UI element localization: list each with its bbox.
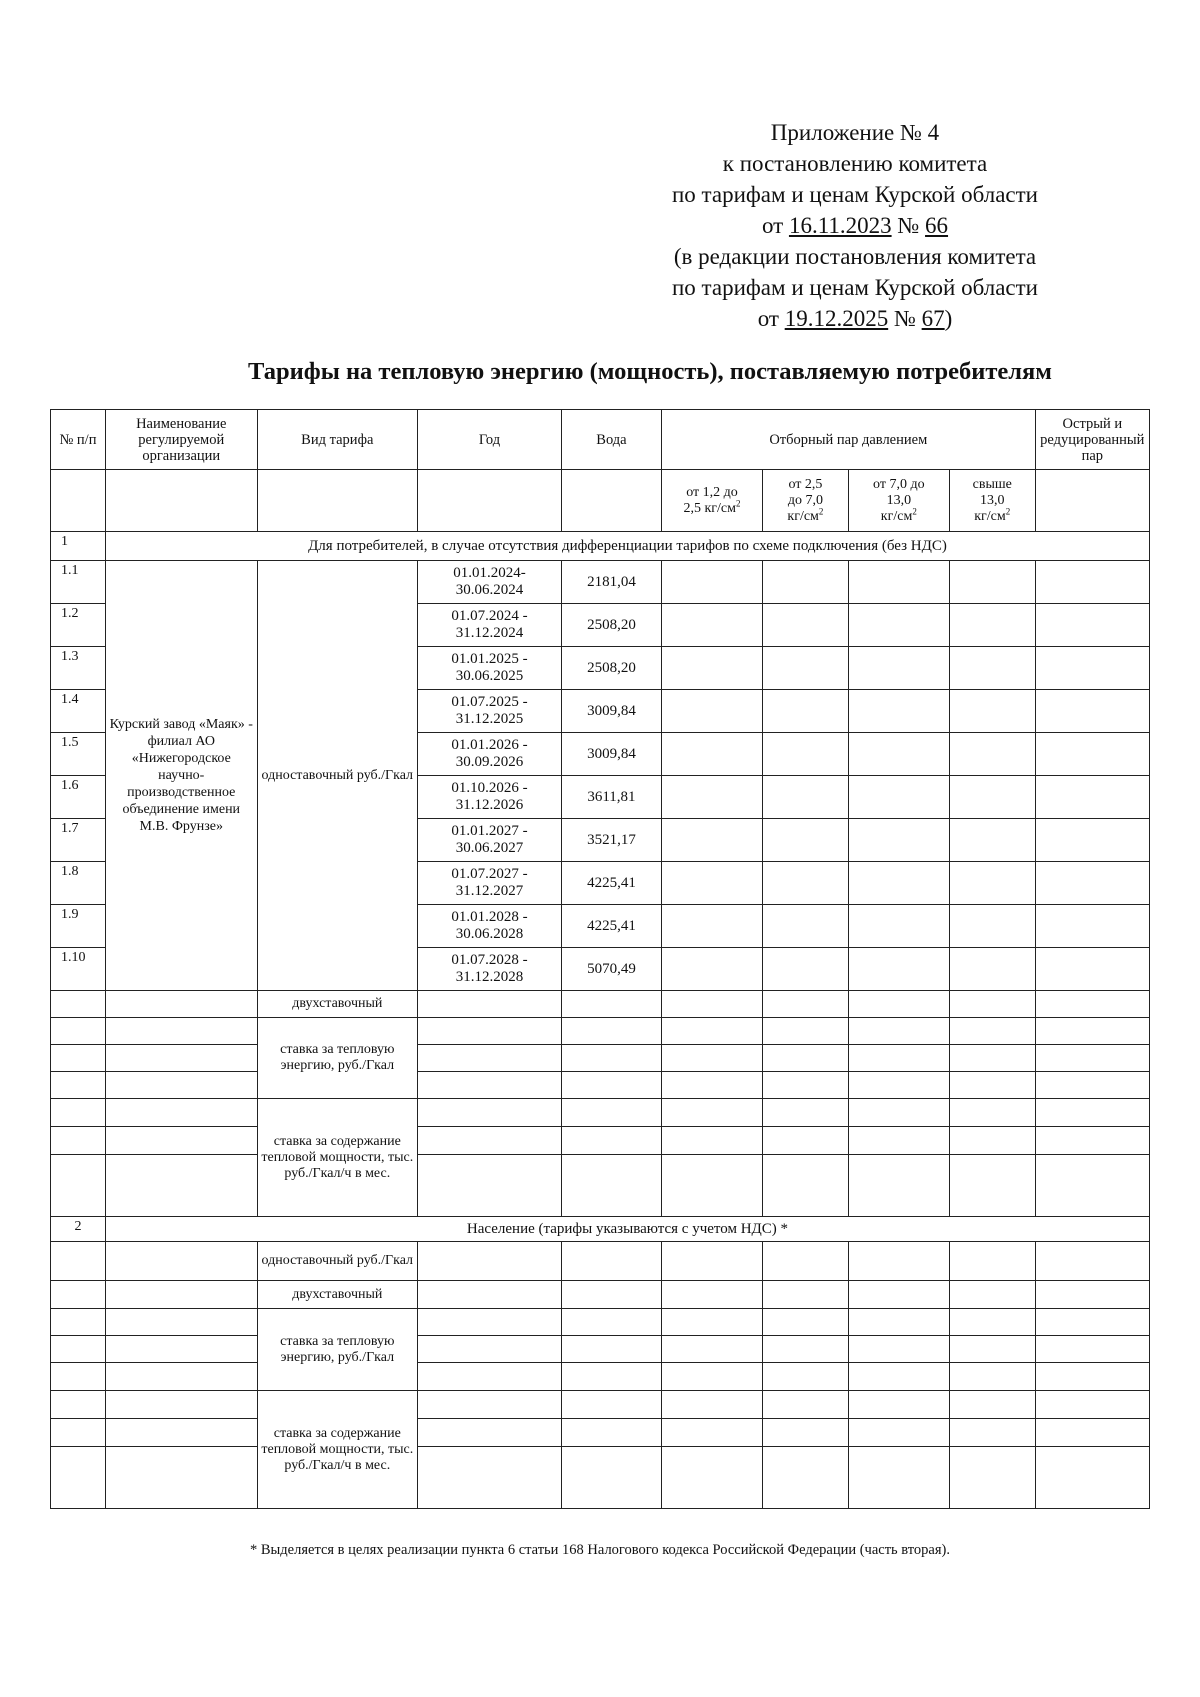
tariff-type-single: одноставочный руб./Гкал — [257, 1242, 417, 1281]
table-row: 1.1 Курский завод «Маяк» - филиал АО «Нижегородское научно-производственное объединение имени М.В. Фрунзе» одноставочный руб./Гкал 01.01.2024- 30.06.2024 2181,04 — [51, 561, 1150, 604]
period: 01.07.2024 - 31.12.2024 — [418, 604, 562, 647]
header-year: Год — [418, 410, 562, 470]
period: 01.01.2028 - 30.06.2028 — [418, 905, 562, 948]
table-row: 1.6 01.10.2026 - 31.12.2026 3611,81 — [51, 776, 1150, 819]
section-title: Для потребителей, в случае отсутствия дифференциации тарифов по схеме подключения (без НДС) — [105, 532, 1149, 561]
table-row — [51, 1242, 1150, 1281]
table-row — [51, 991, 1150, 1018]
header-tariff-type: Вид тарифа — [257, 410, 417, 470]
table-row — [51, 1363, 1150, 1391]
table-header-row — [51, 410, 1150, 470]
section-number: 2 — [51, 1217, 106, 1242]
rate-capacity: ставка за содержание тепловой мощности, тыс. руб./Гкал/ч в мес. — [257, 1099, 417, 1217]
table-row: 1.4 01.07.2025 - 31.12.2025 3009,84 — [51, 690, 1150, 733]
water-tariff: 4225,41 — [561, 862, 661, 905]
water-tariff: 2508,20 — [561, 604, 661, 647]
organization-name: Курский завод «Маяк» - филиал АО «Нижегородское научно-производственное объединение имени М.В. Фрунзе» — [105, 561, 257, 991]
water-tariff: 4225,41 — [561, 905, 661, 948]
period: 01.10.2026 - 31.12.2026 — [418, 776, 562, 819]
table-row: 1.10 01.07.2028 - 31.12.2028 5070,49 — [51, 948, 1150, 991]
table-row — [51, 1281, 1150, 1309]
tariff-type-two-part: двухставочный — [257, 991, 417, 1018]
period: 01.07.2027 - 31.12.2027 — [418, 862, 562, 905]
section-title: Население (тарифы указываются с учетом НДС) * — [105, 1217, 1149, 1242]
appendix-amending-decree: от 19.12.2025 № 67) — [757, 306, 953, 331]
table-row — [51, 1391, 1150, 1419]
water-tariff: 3521,17 — [561, 819, 661, 862]
header-number: № п/п — [51, 410, 106, 470]
table-row: 1.3 01.01.2025 - 30.06.2025 2508,20 — [51, 647, 1150, 690]
decree-date: 16.11.2023 — [788, 213, 892, 238]
water-tariff: 2508,20 — [561, 647, 661, 690]
period: 01.01.2026 - 30.09.2026 — [418, 733, 562, 776]
period: 01.01.2024- 30.06.2024 — [418, 561, 562, 604]
table-row: 1.8 01.07.2027 - 31.12.2027 4225,41 — [51, 862, 1150, 905]
table-row — [51, 1447, 1150, 1509]
section-number: 1 — [51, 532, 106, 561]
decree-number: 66 — [925, 213, 949, 238]
header-sharp-steam: Острый и редуцированный пар — [1035, 410, 1149, 470]
period: 01.07.2028 - 31.12.2028 — [418, 948, 562, 991]
water-tariff: 5070,49 — [561, 948, 661, 991]
table-row: 1.9 01.01.2028 - 30.06.2028 4225,41 — [51, 905, 1150, 948]
table-row — [51, 1018, 1150, 1045]
table-row: 1.7 01.01.2027 - 30.06.2027 3521,17 — [51, 819, 1150, 862]
water-tariff: 3009,84 — [561, 733, 661, 776]
header-steam-7-0-13-0: от 7,0 до 13,0 $кг/см^2$ — [848, 470, 949, 532]
section-row — [51, 532, 1150, 561]
document-title: Тарифы на тепловую энергию (мощность), поставляемую потребителям — [248, 358, 1052, 385]
rate-capacity: ставка за содержание тепловой мощности, тыс. руб./Гкал/ч в мес. — [257, 1391, 417, 1509]
appendix-ref-line: (в редакции постановления комитета — [673, 244, 1037, 269]
table-row — [51, 1419, 1150, 1447]
header-extraction-steam: Отборный пар давлением — [661, 410, 1035, 470]
period: 01.07.2025 - 31.12.2025 — [418, 690, 562, 733]
tariff-type-single: одноставочный руб./Гкал — [257, 561, 417, 991]
table-row — [51, 1336, 1150, 1363]
rate-energy: ставка за тепловую энергию, руб./Гкал — [257, 1018, 417, 1099]
appendix-number: Приложение № 4 — [770, 120, 940, 145]
header-steam-1-2-2-5: от 1,2 до 2,5 $кг/см^2$ — [661, 470, 762, 532]
appendix-ref-line: по тарифам и ценам Курской области — [672, 275, 1038, 300]
appendix-header — [630, 117, 1080, 334]
footnote: * Выделяется в целях реализации пункта 6 статьи 168 Налогового кодекса Российской Федерации (часть вторая). — [250, 1542, 950, 1558]
header-steam-2-5-7-0: от 2,5 до 7,0 $кг/см^2$ — [763, 470, 849, 532]
rate-energy: ставка за тепловую энергию, руб./Гкал — [257, 1309, 417, 1391]
water-tariff: 3611,81 — [561, 776, 661, 819]
water-tariff: 2181,04 — [561, 561, 661, 604]
period: 01.01.2027 - 30.06.2027 — [418, 819, 562, 862]
table-row — [51, 1309, 1150, 1336]
table-row — [51, 1045, 1150, 1072]
header-steam-above-13-0: свыше 13,0 $кг/см^2$ — [949, 470, 1035, 532]
tariff-type-two-part: двухставочный — [257, 1281, 417, 1309]
amend-number: 67 — [921, 306, 945, 331]
table-row — [51, 1072, 1150, 1099]
water-tariff: 3009,84 — [561, 690, 661, 733]
table-subheader-row — [51, 470, 1150, 532]
header-water: Вода — [561, 410, 661, 470]
period: 01.01.2025 - 30.06.2025 — [418, 647, 562, 690]
amend-date: 19.12.2025 — [784, 306, 889, 331]
appendix-original-decree: от 16.11.2023 № 66 — [761, 213, 949, 238]
table-row: 1.2 01.07.2024 - 31.12.2024 2508,20 — [51, 604, 1150, 647]
table-row — [51, 1127, 1150, 1155]
appendix-ref-line: по тарифам и ценам Курской области — [672, 182, 1038, 207]
tariff-table — [50, 409, 1150, 1509]
table-row — [51, 1099, 1150, 1127]
section-row — [51, 1217, 1150, 1242]
table-row — [51, 1155, 1150, 1217]
header-organization: Наименование регулируемой организации — [105, 410, 257, 470]
table-row: 1.5 01.01.2026 - 30.09.2026 3009,84 — [51, 733, 1150, 776]
appendix-ref-line: к постановлению комитета — [722, 151, 988, 176]
